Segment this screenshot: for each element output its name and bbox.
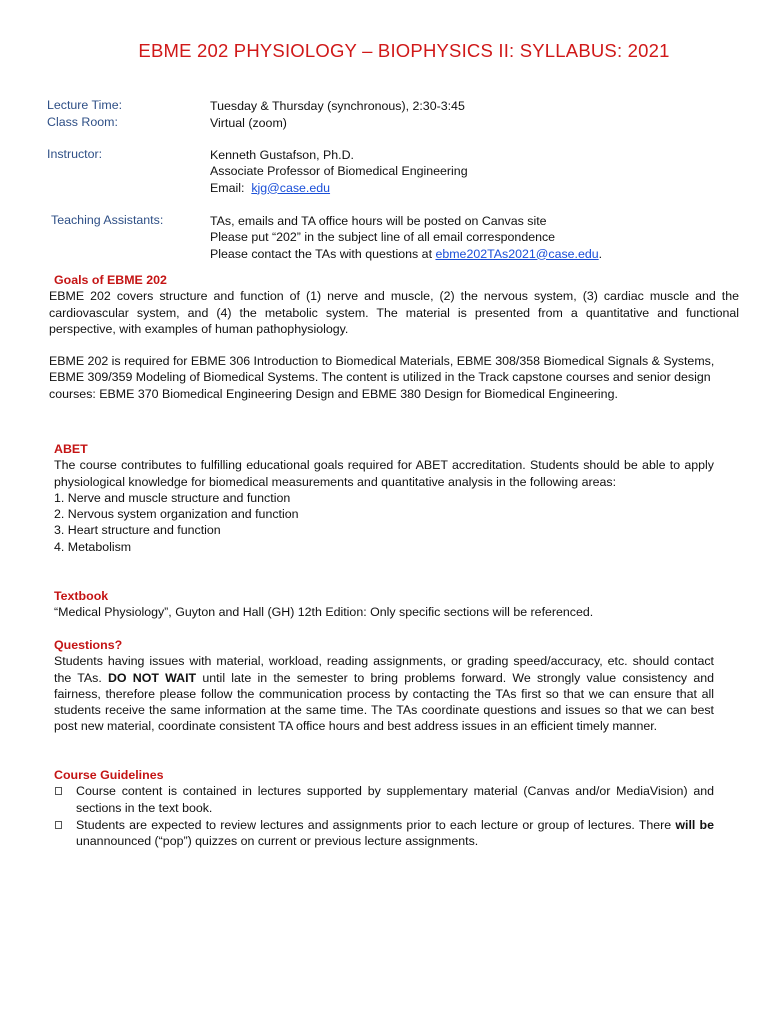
lecture-time-label: Lecture Time: bbox=[47, 98, 123, 112]
instructor-email-link[interactable]: kjg@case.edu bbox=[251, 180, 331, 195]
guidelines-heading: Course Guidelines bbox=[54, 768, 164, 782]
ta-line-1: TAs, emails and TA office hours will be posted on Canvas site bbox=[210, 214, 547, 228]
guideline-item-2 bbox=[54, 817, 714, 850]
guideline-item-1 bbox=[54, 783, 714, 816]
goals-section bbox=[49, 272, 739, 402]
guideline-item-1-text: Course content is contained in lectures supported by supplementary material (Canvas and/or MediaVision) and sections in the text book. bbox=[76, 784, 714, 815]
list-item: 2. Nervous system organization and function bbox=[54, 507, 299, 522]
instructor-email-row bbox=[210, 180, 468, 196]
questions-paragraph bbox=[54, 653, 714, 734]
instructor-name: Kenneth Gustafson, Ph.D. bbox=[210, 148, 354, 162]
teaching-assistants-block bbox=[210, 213, 602, 262]
list-item: 1. Nerve and muscle structure and function bbox=[54, 490, 291, 505]
ta-line-3-suffix: . bbox=[598, 246, 603, 261]
textbook-section bbox=[54, 588, 714, 621]
textbook-heading: Textbook bbox=[54, 589, 109, 603]
guideline-item-2-text-before: Students are expected to review lectures and assignments prior to each lecture or group of lectures. There bbox=[76, 817, 676, 832]
guideline-item-2-bold: will be bbox=[675, 817, 714, 832]
teaching-assistants-label: Teaching Assistants: bbox=[51, 213, 164, 227]
ta-line-3 bbox=[210, 246, 602, 262]
instructor-email-label: Email: bbox=[210, 180, 245, 195]
instructor-title: Associate Professor of Biomedical Engineering bbox=[210, 164, 468, 179]
questions-text-after: until late in the semester to bring problems forward. We strongly value consistency and fairness, therefore please follow the communication process by contacting the TAs first so that we can ensure that all students receive the same information at the same time. The TAs coordinate questions and issues so that we can best post new material, coordinate consistent TA office hours and best address issues in an efficient timely manner. bbox=[54, 670, 715, 734]
page-title: EBME 202 PHYSIOLOGY – BIOPHYSICS II: SYLLABUS: 2021 bbox=[138, 40, 670, 61]
checkbox-bullet-icon bbox=[55, 821, 62, 829]
abet-areas-list bbox=[54, 490, 714, 555]
list-item: 4. Metabolism bbox=[54, 539, 132, 554]
ta-email-link[interactable]: ebme202TAs2021@case.edu bbox=[435, 246, 599, 261]
goals-heading: Goals of EBME 202 bbox=[54, 273, 167, 287]
list-item: 3. Heart structure and function bbox=[54, 523, 221, 538]
questions-bold-text: DO NOT WAIT bbox=[107, 670, 197, 685]
questions-section bbox=[54, 637, 714, 735]
class-room-value: Virtual (zoom) bbox=[210, 116, 287, 130]
checkbox-bullet-icon bbox=[55, 787, 62, 795]
goals-paragraph-1: EBME 202 covers structure and function of (1) nerve and muscle, (2) the nervous system, (3) cardiac muscle and the cardiovascular system, and (4) the metabolic system. The material is presented from a quantitative and functional perspective, with examples of human pathophysiology. bbox=[49, 289, 739, 336]
questions-text-before: Students having issues with material, workload, reading assignments, or grading speed/accuracy, etc. should contact the TAs. bbox=[54, 654, 714, 685]
abet-paragraph: The course contributes to fulfilling educational goals required for ABET accreditation. Students should be able to apply physiological knowledge for biomedical measurements and quantitative analysis in the following areas: bbox=[54, 458, 714, 489]
goals-paragraph-2: EBME 202 is required for EBME 306 Introduction to Biomedical Materials, EBME 308/358 Biomedical Signals & Systems, EBME 309/359 Modeling of Biomedical Systems. The content is utilized in the Track capstone courses and senior design courses: EBME 370 Biomedical Engineering Design and EBME 380 Design for Biomedical Engineering. bbox=[49, 354, 715, 401]
instructor-label: Instructor: bbox=[47, 147, 103, 161]
ta-line-2: Please put “202” in the subject line of all email correspondence bbox=[210, 230, 556, 245]
instructor-block bbox=[210, 147, 468, 196]
ta-line-3-prefix: Please contact the TAs with questions at bbox=[210, 246, 436, 261]
abet-section bbox=[54, 441, 714, 555]
class-room-label: Class Room: bbox=[47, 115, 118, 129]
guidelines-section bbox=[54, 767, 714, 849]
abet-heading: ABET bbox=[54, 442, 88, 456]
questions-heading: Questions? bbox=[54, 638, 123, 652]
guideline-item-2-text-after: unannounced (“pop”) quizzes on current or previous lecture assignments. bbox=[76, 834, 479, 849]
lecture-time-value: Tuesday & Thursday (synchronous), 2:30-3:45 bbox=[210, 99, 465, 113]
textbook-text: “Medical Physiology”, Guyton and Hall (GH) 12th Edition: Only specific sections will be referenced. bbox=[54, 605, 594, 620]
